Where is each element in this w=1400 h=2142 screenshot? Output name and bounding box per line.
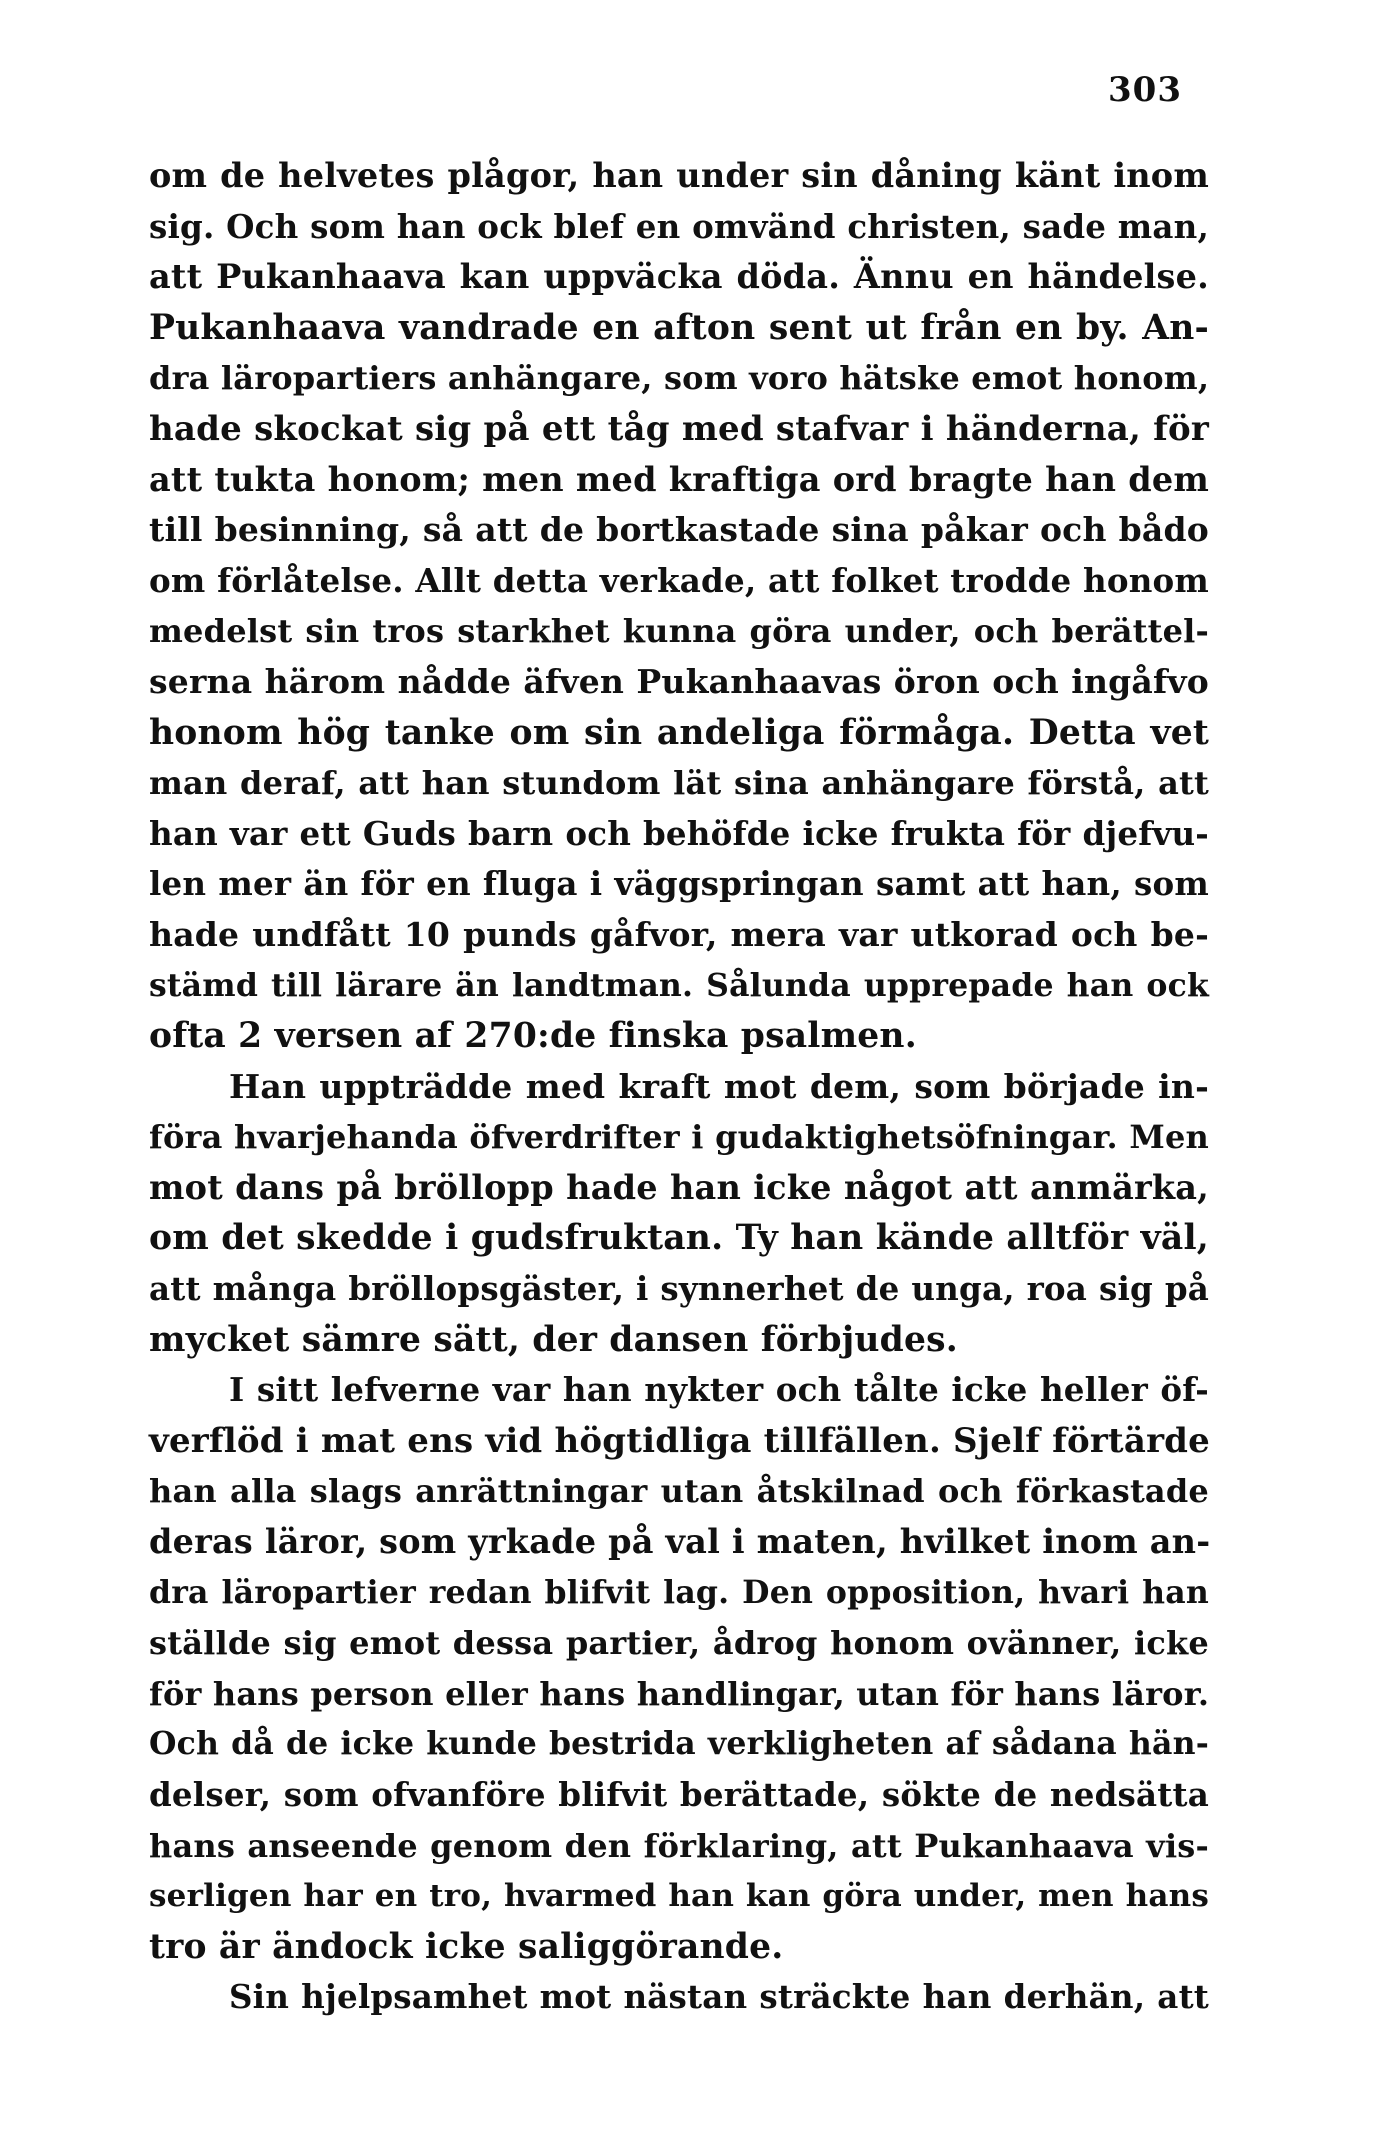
text-line: stämd till lärare än landtman. Sålunda upprepade han ock [149,966,1209,1004]
text-line: honom hög tanke om sin andeliga förmåga. Detta vet [149,712,1209,753]
text-line: tro är ändock icke saliggörande. [149,1926,784,1967]
text-line: hade undfått 10 punds gåfvor, mera var utkorad och be- [149,914,1209,954]
text-line: ställde sig emot dessa partier, ådrog honom ovänner, icke [149,1624,1209,1663]
text-line: serna härom nådde äfven Pukanhaavas öron och ingåfvo [149,661,1209,701]
text-line: verflöd i mat ens vid högtidliga tillfällen. Sjelf förtärde [149,1420,1210,1461]
text-line: om de helvetes plågor, han under sin dåning känt inom [149,156,1209,195]
text-line: I sitt lefverne var han nykter och tålte icke heller öf- [229,1370,1209,1410]
text-line: hans anseende genom den förklaring, att Pukanhaava vis- [149,1826,1209,1865]
text-line: serligen har en tro, hvarmed han kan göra under, men hans [149,1878,1209,1915]
text-line: om det skedde i gudsfruktan. Ty han kände alltför väl, [149,1218,1209,1259]
text-line: till besinning, så att de bortkastade sina påkar och bådo [149,510,1209,550]
text-line: Han uppträdde med kraft mot dem, som började in- [229,1066,1209,1106]
page-number: 303 [1108,70,1182,110]
text-line: han var ett Guds barn och behöfde icke frukta för djefvu- [149,813,1209,853]
text-line: mot dans på bröllopp hade han icke något att anmärka, [149,1167,1209,1207]
text-line: dra läropartiers anhängare, som voro hätske emot honom, [149,359,1210,398]
text-line: föra hvarjehanda öfverdrifter i gudaktighetsöfningar. Men [149,1118,1209,1157]
text-line: len mer än för en fluga i väggspringan samt att han, som [149,864,1209,904]
text-line: han alla slags anrättningar utan åtskilnad och förkastade [149,1472,1209,1511]
text-line: deras läror, som yrkade på val i maten, hvilket inom an- [149,1522,1211,1562]
text-line: mycket sämre sätt, der dansen förbjudes. [149,1319,958,1360]
text-line: man deraf, att han stundom lät sina anhängare förstå, att [149,764,1209,803]
text-line: att tukta honom; men med kraftiga ord bragte han dem [149,459,1209,499]
text-line: ofta 2 versen af 270:de finska psalmen. [149,1016,917,1057]
text-line: hade skockat sig på ett tåg med stafvar i händerna, för [149,408,1209,449]
body-text [149,151,1209,2023]
text-line: att Pukanhaava kan uppväcka döda. Ännu en händelse. [149,257,1209,297]
text-line: Pukanhaava vandrade en afton sent ut från en by. An- [149,307,1209,348]
text-line: dra läropartier redan blifvit lag. Den opposition, hvari han [149,1573,1209,1611]
text-line: medelst sin tros starkhet kunna göra under, och berättel- [149,612,1209,651]
text-line: om förlåtelse. Allt detta verkade, att folket trodde honom [149,560,1209,600]
text-line: för hans person eller hans handlingar, utan för hans läror. [149,1674,1210,1713]
text-line: att många bröllopsgäster, i synnerhet de unga, roa sig på [149,1269,1209,1309]
text-line: Sin hjelpsamhet mot nästan sträckte han derhän, att [229,1977,1209,2017]
text-line: sig. Och som han ock blef en omvänd christen, sade man, [149,206,1209,246]
text-line: delser, som ofvanföre blifvit berättade, sökte de nedsätta [149,1775,1209,1814]
text-line: Och då de icke kunde bestrida verkligheten af sådana hän- [149,1725,1209,1763]
